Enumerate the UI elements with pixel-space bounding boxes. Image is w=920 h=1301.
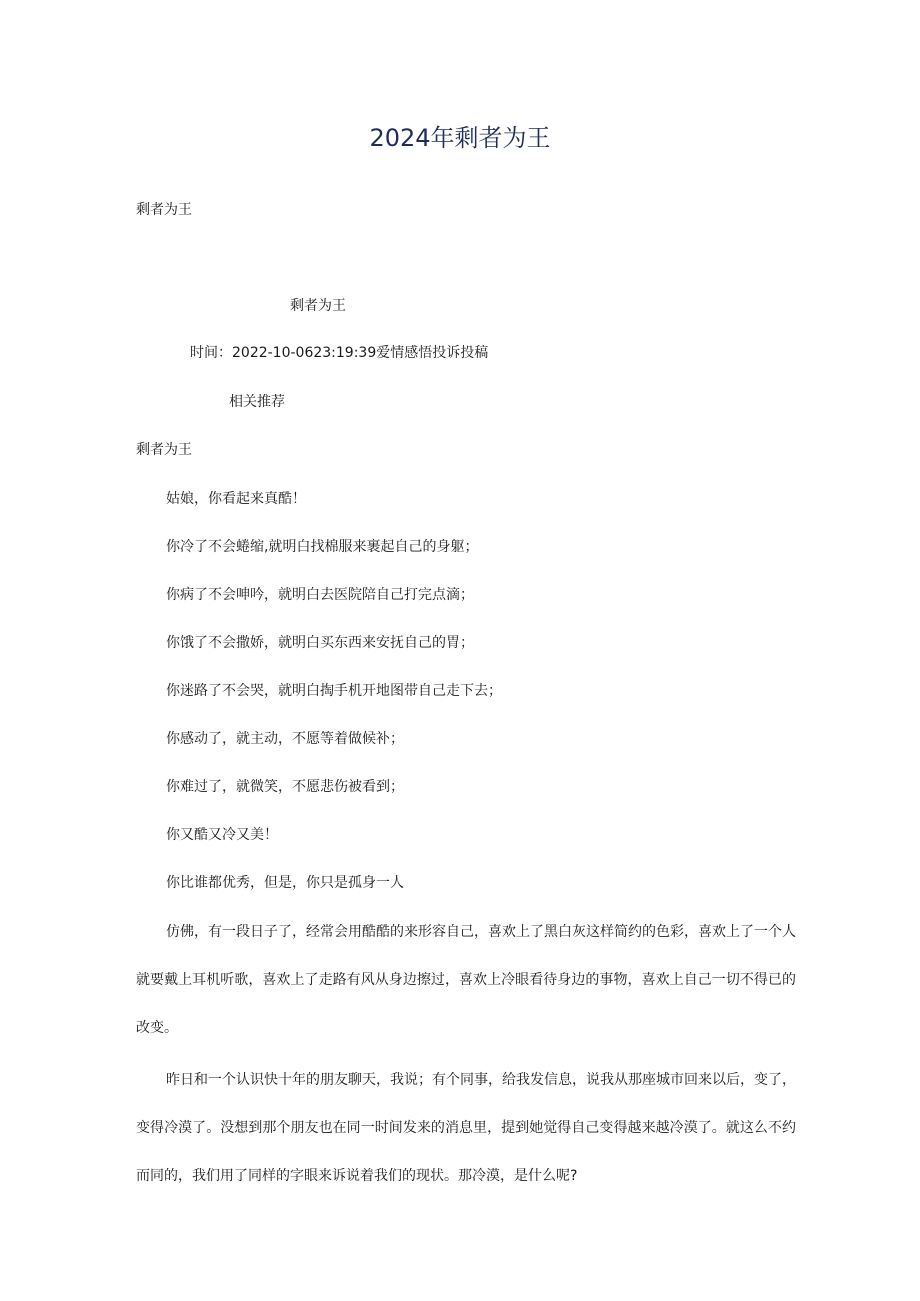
body-line: 你又酷又冷又美！: [166, 827, 278, 843]
body-line: 你难过了，就微笑，不愿悲伤被看到；: [166, 779, 404, 795]
sub-title: 剩者为王: [290, 298, 346, 314]
section-title: 剩者为王: [136, 442, 192, 458]
related-recommendations: 相关推荐: [229, 394, 285, 410]
heading-left: 剩者为王: [136, 202, 192, 218]
body-line: 你比谁都优秀，但是，你只是孤身一人: [166, 875, 404, 891]
body-line: 你冷了不会蜷缩,就明白找棉服来裹起自己的身躯；: [166, 539, 479, 555]
body-line: 你迷路了不会哭，就明白掏手机开地图带自己走下去；: [166, 683, 502, 699]
document-title: 2024年剩者为王: [369, 124, 551, 152]
body-line: 姑娘，你看起来真酷！: [166, 491, 306, 507]
meta-line: 时间：2022-10-0623:19:39爱情感悟投诉投稿: [190, 345, 489, 361]
body-paragraph: 仿佛，有一段日子了，经常会用酷酷的来形容自己，喜欢上了黑白灰这样简约的色彩，喜欢上了一个人就要戴上耳机听歌，喜欢上了走路有风从身边擦过，喜欢上冷眼看待身边的事物，喜欢上自己一切不得已的改变。: [136, 924, 796, 1036]
body-line: 你病了不会呻吟，就明白去医院陪自己打完点滴；: [166, 587, 474, 603]
body-paragraph: 昨日和一个认识快十年的朋友聊天，我说；有个同事，给我发信息，说我从那座城市回来以后，变了，变得冷漠了。没想到那个朋友也在同一时间发来的消息里，提到她觉得自己变得越来越冷漠了。就这么不约而同的，我们用了同样的字眼来诉说着我们的现状。那冷漠，是什么呢?: [136, 1072, 796, 1184]
body-line: 你感动了，就主动，不愿等着做候补；: [166, 731, 404, 747]
body-line: 你饿了不会撒娇，就明白买东西来安抚自己的胃；: [166, 635, 474, 651]
